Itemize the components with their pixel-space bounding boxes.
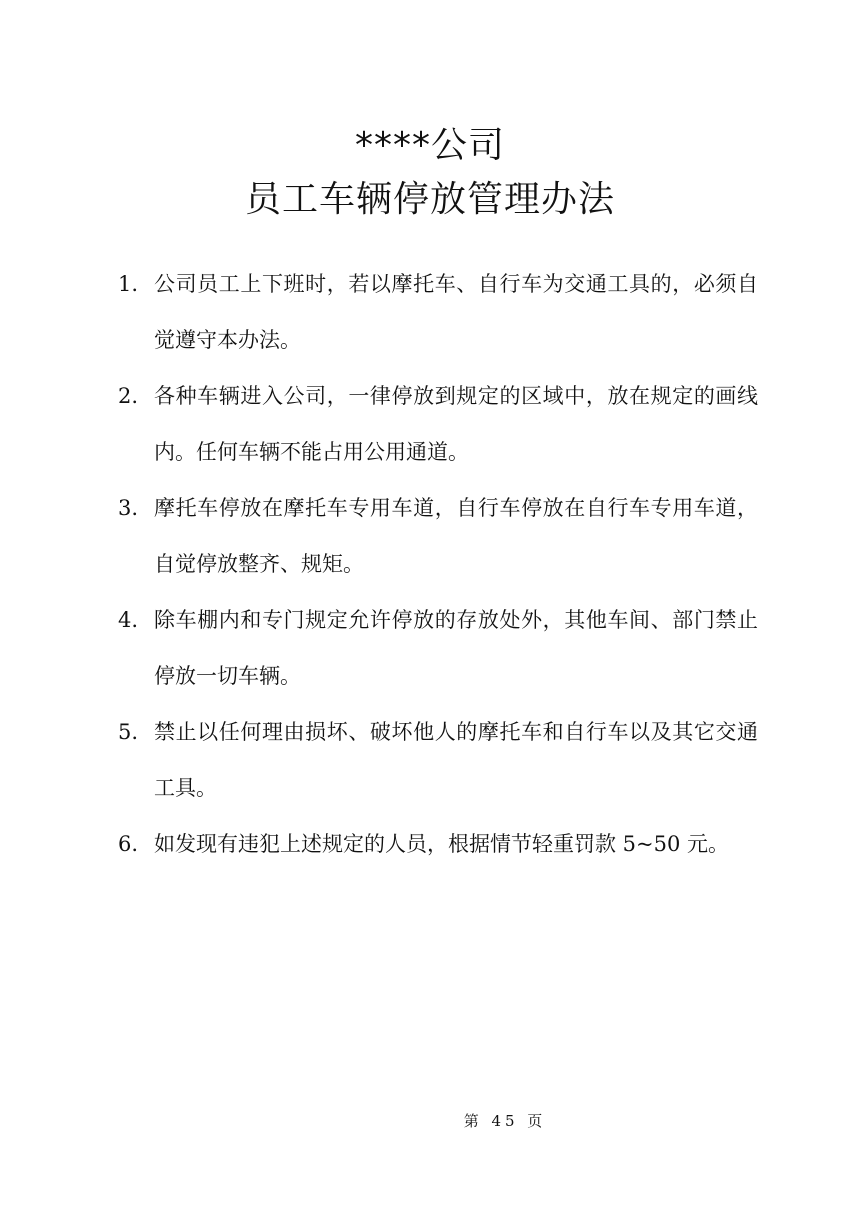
page-footer — [0, 1110, 860, 1131]
rule-text: 如发现有违犯上述规定的人员，根据情节轻重罚款 5~50 元。 — [154, 832, 730, 856]
rule-text: 公司员工上下班时，若以摩托车、自行车为交通工具的，必须自觉遵守本办法。 — [154, 272, 758, 352]
document-title: 员工车辆停放管理办法 — [244, 179, 615, 220]
rule-number: 6. — [118, 832, 139, 856]
rule-text: 禁止以任何理由损坏、破坏他人的摩托车和自行车以及其它交通工具。 — [154, 720, 758, 800]
rule-item-6 — [118, 816, 758, 872]
page-number: 第 45 页 — [463, 1112, 547, 1130]
rule-number: 3. — [118, 496, 139, 520]
rule-text: 除车棚内和专门规定允许停放的存放处外，其他车间、部门禁止停放一切车辆。 — [154, 608, 758, 688]
rule-item-1 — [118, 256, 758, 368]
rule-item-2 — [118, 368, 758, 480]
company-title: ****公司 — [354, 125, 505, 166]
rule-item-4 — [118, 592, 758, 704]
rule-text: 各种车辆进入公司，一律停放到规定的区域中，放在规定的画线内。任何车辆不能占用公用通道。 — [154, 384, 758, 464]
rule-item-5 — [118, 704, 758, 816]
title-block — [0, 120, 860, 226]
rules-list — [118, 256, 758, 872]
rule-number: 1. — [118, 272, 139, 296]
rule-item-3 — [118, 480, 758, 592]
rule-number: 5. — [118, 720, 139, 744]
rule-number: 2. — [118, 384, 139, 408]
rule-number: 4. — [118, 608, 139, 632]
rule-text: 摩托车停放在摩托车专用车道，自行车停放在自行车专用车道，自觉停放整齐、规矩。 — [154, 496, 758, 576]
